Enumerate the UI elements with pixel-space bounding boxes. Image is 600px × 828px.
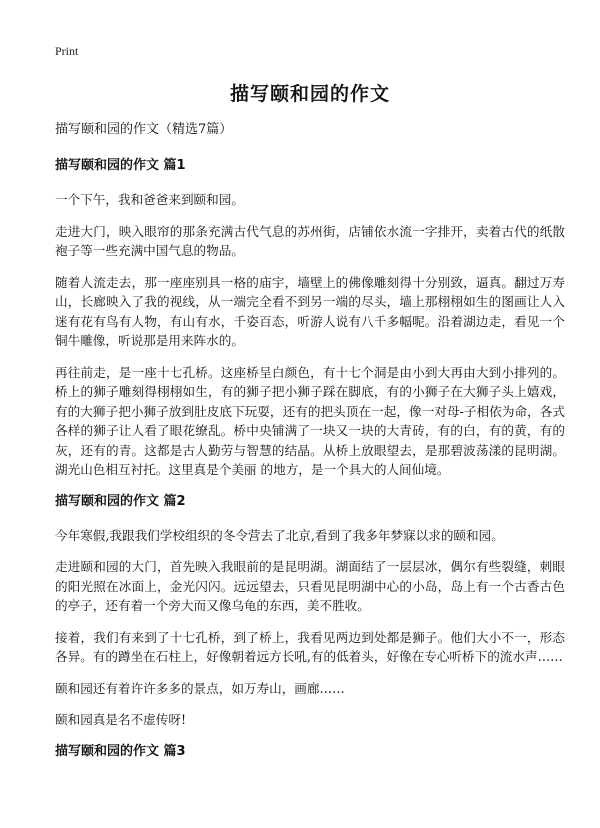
document-subtitle: 描写颐和园的作文（精选7篇） — [55, 122, 233, 137]
print-link[interactable]: Print — [55, 44, 79, 58]
paragraph: 走进大门，映入眼帘的那条充满古代气息的苏州街，店铺依水流一字排开，卖着古代的纸散袍子等一些充满中国气息的物品。 — [55, 223, 565, 258]
paragraph: 接着，我们有来到了十七孔桥，到了桥上，我看见两边到处都是狮子。他们大小不一，形态各异。有的蹲坐在石柱上，好像朝着远方长吼,有的低着头，好像在专心听桥下的流水声…… — [55, 629, 565, 664]
paragraph: 今年寒假,我跟我们学校组织的冬令营去了北京,看到了我多年梦寐以求的颐和园。 — [55, 527, 504, 543]
section-heading-2: 描写颐和园的作文 篇2 — [55, 493, 186, 509]
paragraph: 随着人流走去，那一座座别具一格的庙宇，墙壁上的佛像雕刻得十分别致，逼真。翻过万寿山，长廊映入了我的视线，从一端完全看不到另一端的尽头，墙上那栩栩如生的图画让人入迷有花有鸟有人物，有山有水，千姿百态，听游人说有八千多幅呢。沿着湖边走，看见一个铜牛雕像，听说那是用来阵水的。 — [55, 274, 565, 348]
document-title: 描写颐和园的作文 — [229, 83, 390, 105]
paragraph: 一个下午，我和爸爸来到颐和园。 — [55, 192, 244, 207]
paragraph: 颐和园真是名不虚传呀! — [55, 712, 186, 727]
document-page — [55, 44, 565, 776]
paragraph: 颐和园还有着许许多多的景点，如万寿山，画廊…… — [55, 680, 345, 696]
paragraph: 再往前走，是一座十七孔桥。这座桥呈白颜色，有十七个洞是由小到大再由大到小排列的。桥上的狮子雕刻得栩栩如生，有的狮子把小狮子踩在脚底，有的小狮子在大狮子头上嬉戏，有的大狮子把小狮子放到肚皮底下玩耍，还有的把头顶在一起，像一对母-子相依为命，各式各样的狮子让人看了眼花缭乱。桥中央铺满了一块又一块的大青砖，有的白，有的黄，有的灰，还有的青。这都是古人勤劳与智慧的结晶。从桥上放眼望去，是那碧波荡漾的昆明湖。湖光山色相互衬托。这里真是个美丽 的地方，是一个具大的人间仙境。 — [55, 364, 565, 477]
section-heading-1: 描写颐和园的作文 篇1 — [55, 158, 186, 173]
section-heading-3: 描写颐和园的作文 篇3 — [55, 743, 186, 759]
paragraph: 走进颐和园的大门，首先映入我眼前的是昆明湖。湖面结了一层层冰，偶尔有些裂缝，刺眼的阳光照在冰面上，金光闪闪。远远望去，只看见昆明湖中心的小岛，岛上有一个古香古色的亭子，还有着一个旁大而又像乌龟的东西，美不胜收。 — [55, 559, 565, 613]
